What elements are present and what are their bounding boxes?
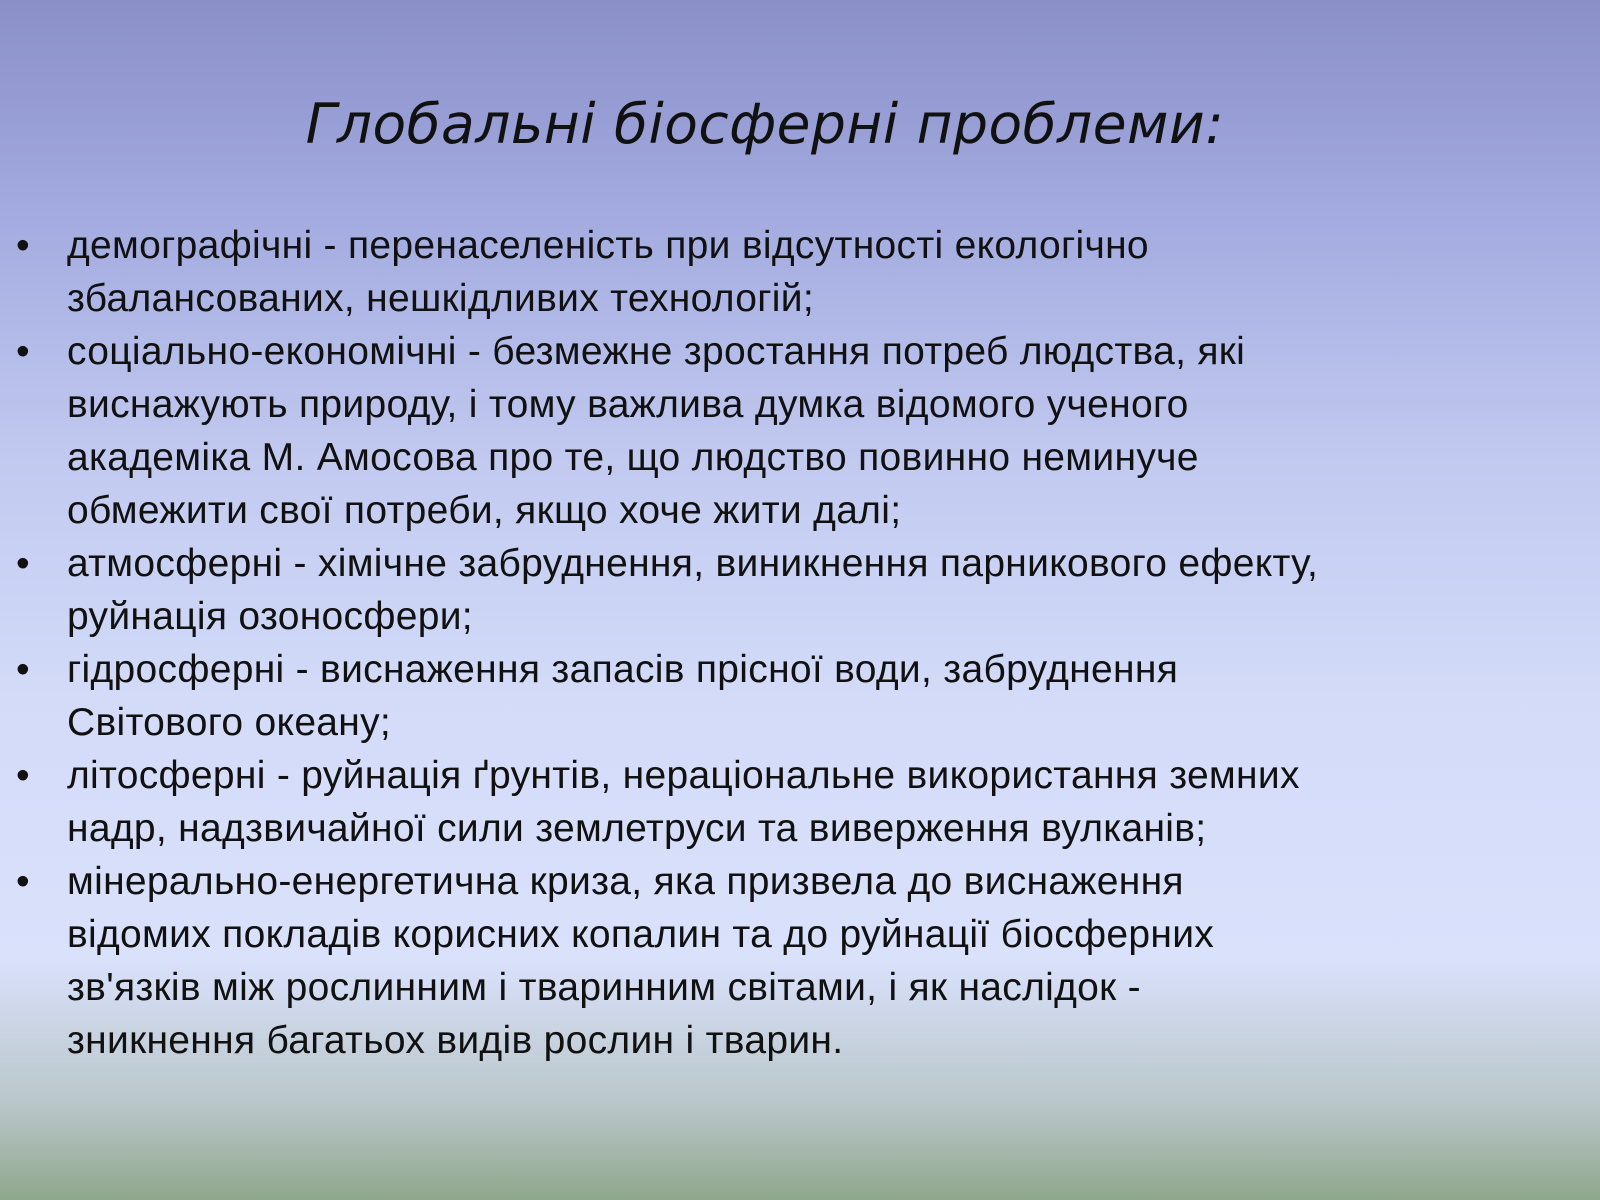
bullet-icon: •	[16, 330, 30, 373]
bullet-line: Світового океану;	[67, 701, 392, 744]
bullet-item-lithospheric	[0, 749, 1520, 855]
bullet-line: демографічні - перенаселеність при відсутності екологічно	[67, 224, 1149, 267]
bullet-line: зв'язків між рослинним і тваринним світами, і як наслідок -	[67, 966, 1141, 1009]
bullet-item-demographic	[0, 219, 1520, 325]
bullet-line: гідросферні - виснаження запасів прісної води, забруднення	[67, 648, 1179, 691]
bullet-icon: •	[16, 648, 30, 691]
bullet-line: атмосферні - хімічне забруднення, виникнення парникового ефекту,	[67, 542, 1319, 585]
bullet-line: руйнація озоносфери;	[67, 595, 473, 638]
bullet-icon: •	[16, 860, 30, 903]
bullet-line: обмежити свої потреби, якщо хоче жити далі;	[67, 489, 902, 532]
bullet-line: надр, надзвичайної сили землетруси та виверження вулканів;	[67, 807, 1207, 850]
bullet-line: відомих покладів корисних копалин та до руйнації біосферних	[67, 913, 1215, 956]
bullet-item-mineral-energy	[0, 855, 1520, 1067]
bullet-line: академіка М. Амосова про те, що людство повинно неминуче	[67, 436, 1199, 479]
bullet-item-atmospheric	[0, 537, 1520, 643]
bullet-item-socio-economic	[0, 325, 1520, 537]
bullet-line: виснажують природу, і тому важлива думка відомого ученого	[67, 383, 1189, 426]
bullet-line: мінерально-енергетична криза, яка призвела до виснаження	[67, 860, 1184, 903]
bullet-icon: •	[16, 542, 30, 585]
slide-title: Глобальні біосферні проблеми:	[305, 92, 1225, 156]
bullet-line: зникнення багатьох видів рослин і тварин.	[67, 1019, 844, 1062]
bullet-line: соціально-економічні - безмежне зростання потреб людства, які	[67, 330, 1246, 373]
bullet-icon: •	[16, 754, 30, 797]
bullet-item-hydrospheric	[0, 643, 1520, 749]
bullet-list	[0, 219, 1520, 1067]
bullet-line: літосферні - руйнація ґрунтів, нераціональне використання земних	[67, 754, 1300, 797]
bullet-line: збалансованих, нешкідливих технологій;	[67, 277, 814, 320]
bullet-icon: •	[16, 224, 30, 267]
